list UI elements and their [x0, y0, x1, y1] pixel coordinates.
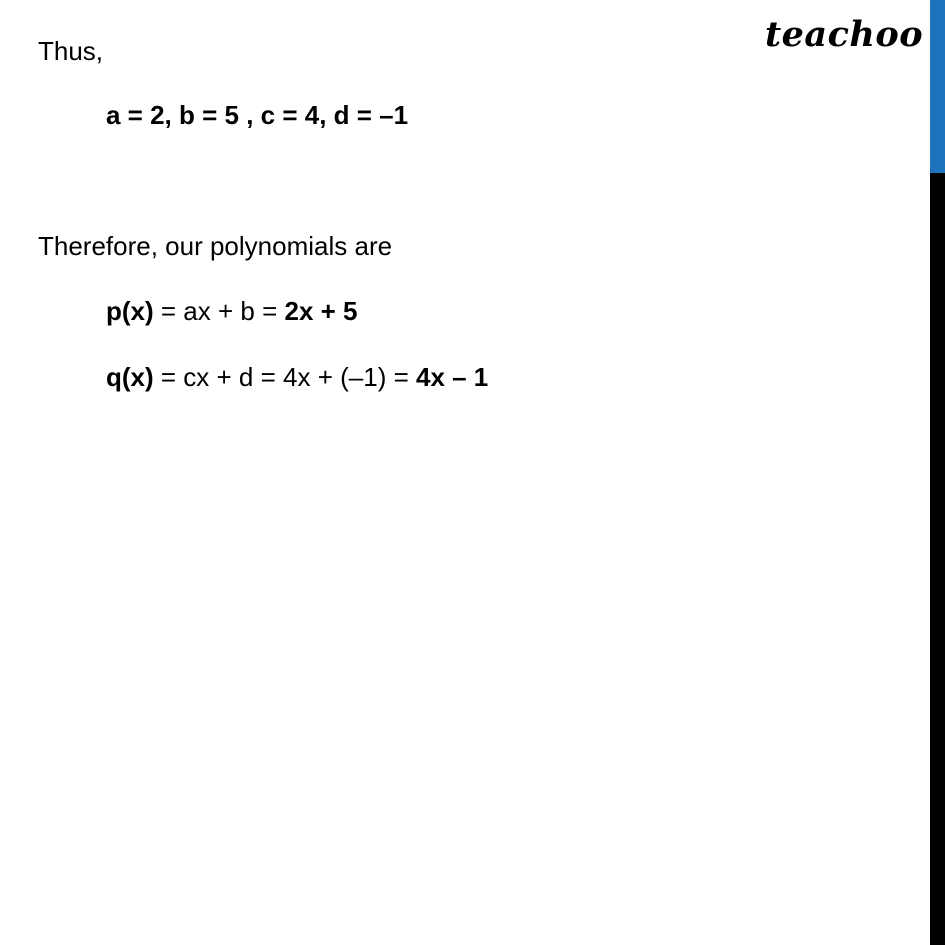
teachoo-logo: teachoo — [765, 14, 924, 55]
side-bar — [930, 0, 945, 945]
side-bar-accent — [930, 0, 945, 173]
q-polynomial-line — [106, 362, 488, 392]
values-line: a = 2, b = 5 , c = 4, d = –1 — [106, 100, 409, 130]
therefore-line: Therefore, our polynomials are — [38, 231, 393, 261]
p-expression: = ax + b = — [153, 296, 285, 326]
p-polynomial-line — [106, 296, 358, 326]
thus-line: Thus, — [38, 36, 104, 66]
p-result: 2x + 5 — [284, 296, 358, 326]
q-expression: = cx + d = 4x + (–1) = — [153, 362, 416, 392]
q-name: q(x) — [106, 362, 154, 392]
q-result: 4x – 1 — [415, 362, 489, 392]
p-name: p(x) — [106, 296, 154, 326]
